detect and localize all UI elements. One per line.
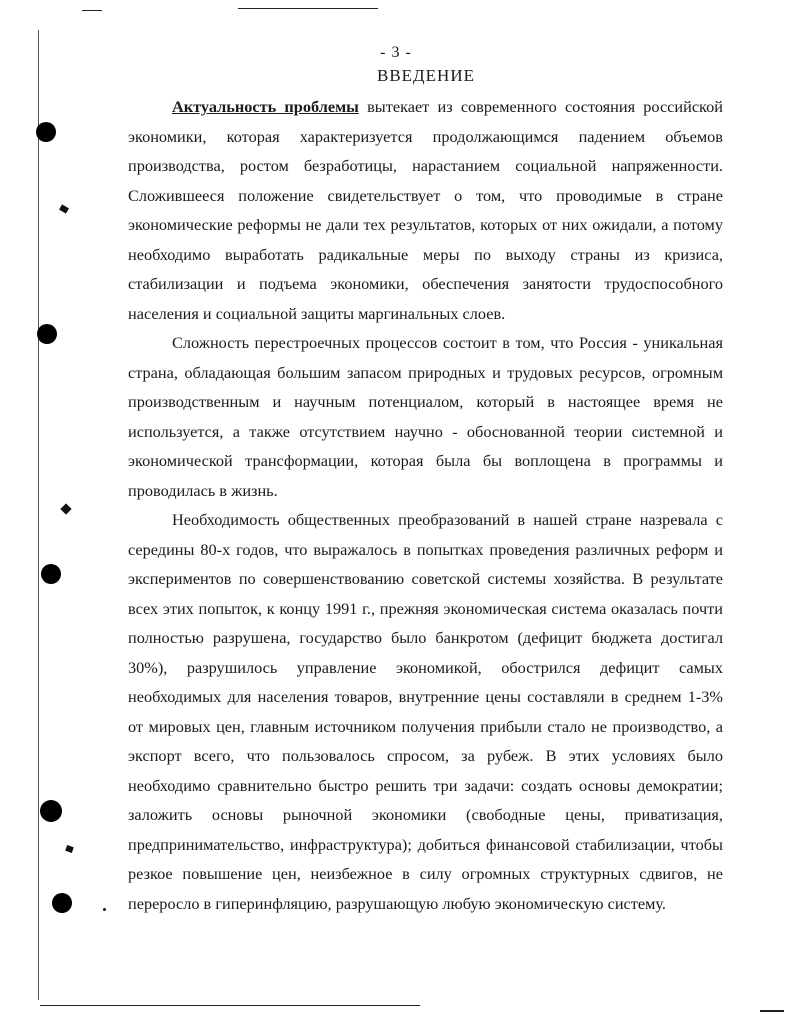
page-number: - 3 - — [380, 44, 412, 61]
scan-bottom-line — [40, 1005, 420, 1006]
paragraph-complexity — [128, 328, 723, 505]
scan-top-line-right — [238, 8, 378, 9]
page-title: ВВЕДЕНИЕ — [377, 66, 475, 85]
scan-speck-1 — [59, 204, 69, 213]
paragraph-text: Необходимость общественных преобразований в нашей стране назревала с середины 80-х годов, что выражалось в попытках проведения различных реформ и экспериментов по совершенствованию советской системы хозяйства. В результате всех этих попыток, к концу 1991 г., прежняя экономическая система оказалась почти полностью разрушена, государство было банкротом (дефицит бюджета достигал 30%), разрушилось управление экономикой, обострился дефицит самых необходимых для населения товаров, внутренние цены составляли в среднем 1-3% от мировых цен, главным источником получения прибыли стало не производство, а экспорт всего, что пользовалось спросом, за рубеж. В этих условиях было необходимо сравнительно быстро решить три задачи: создать основы демократии; заложить основы рыночной экономики (свободные цены, приватизация, предпринимательство, инфраструктура); добиться финансовой стабилизации, чтобы резкое повышение цен, неизбежное в силу огромных структурных сдвигов, не переросло в гиперинфляцию, разрушающую любую экономическую систему. — [128, 510, 723, 913]
scan-speck-2 — [60, 503, 71, 514]
paragraph-text: Сложность перестроечных процессов состоит в том, что Россия - уникальная страна, обладающая большим запасом природных и трудовых ресурсов, огромным производственным и научным потенциалом, который в настоящее время не используется, а также отсутствием научно - обоснованной теории системной и экономической трансформации, которая была бы воплощена в программы и проводилась в жизнь. — [128, 333, 723, 500]
document-body — [128, 92, 723, 918]
scan-top-line-left — [82, 10, 102, 11]
binder-hole-dot-2 — [37, 324, 57, 344]
scan-left-margin-line — [38, 30, 39, 1000]
scan-speck-3 — [65, 845, 74, 853]
paragraph-relevance — [128, 92, 723, 328]
paragraph-text: вытекает из современного состояния российской экономики, которая характеризуется продолжающимся падением объемов производства, ростом безработицы, нарастанием социальной напряженности. Сложившееся положение свидетельствует о том, что проводимые в стране экономические реформы не дали тех результатов, которых от них ожидали, а потому необходимо выработать радикальные меры по выходу страны из кризиса, стабилизации и подъема экономики, обеспечения занятости трудоспособного населения и социальной защиты маргинальных слоев. — [128, 97, 723, 323]
paragraph-lead-phrase: Актуальность проблемы — [172, 97, 359, 116]
binder-hole-dot-5 — [52, 893, 72, 913]
scan-speck-4 — [103, 908, 106, 911]
binder-hole-dot-1 — [36, 122, 56, 142]
paragraph-necessity — [128, 505, 723, 918]
binder-hole-dot-4 — [40, 800, 62, 822]
scan-bottom-right-mark — [760, 1010, 784, 1012]
binder-hole-dot-3 — [41, 564, 61, 584]
